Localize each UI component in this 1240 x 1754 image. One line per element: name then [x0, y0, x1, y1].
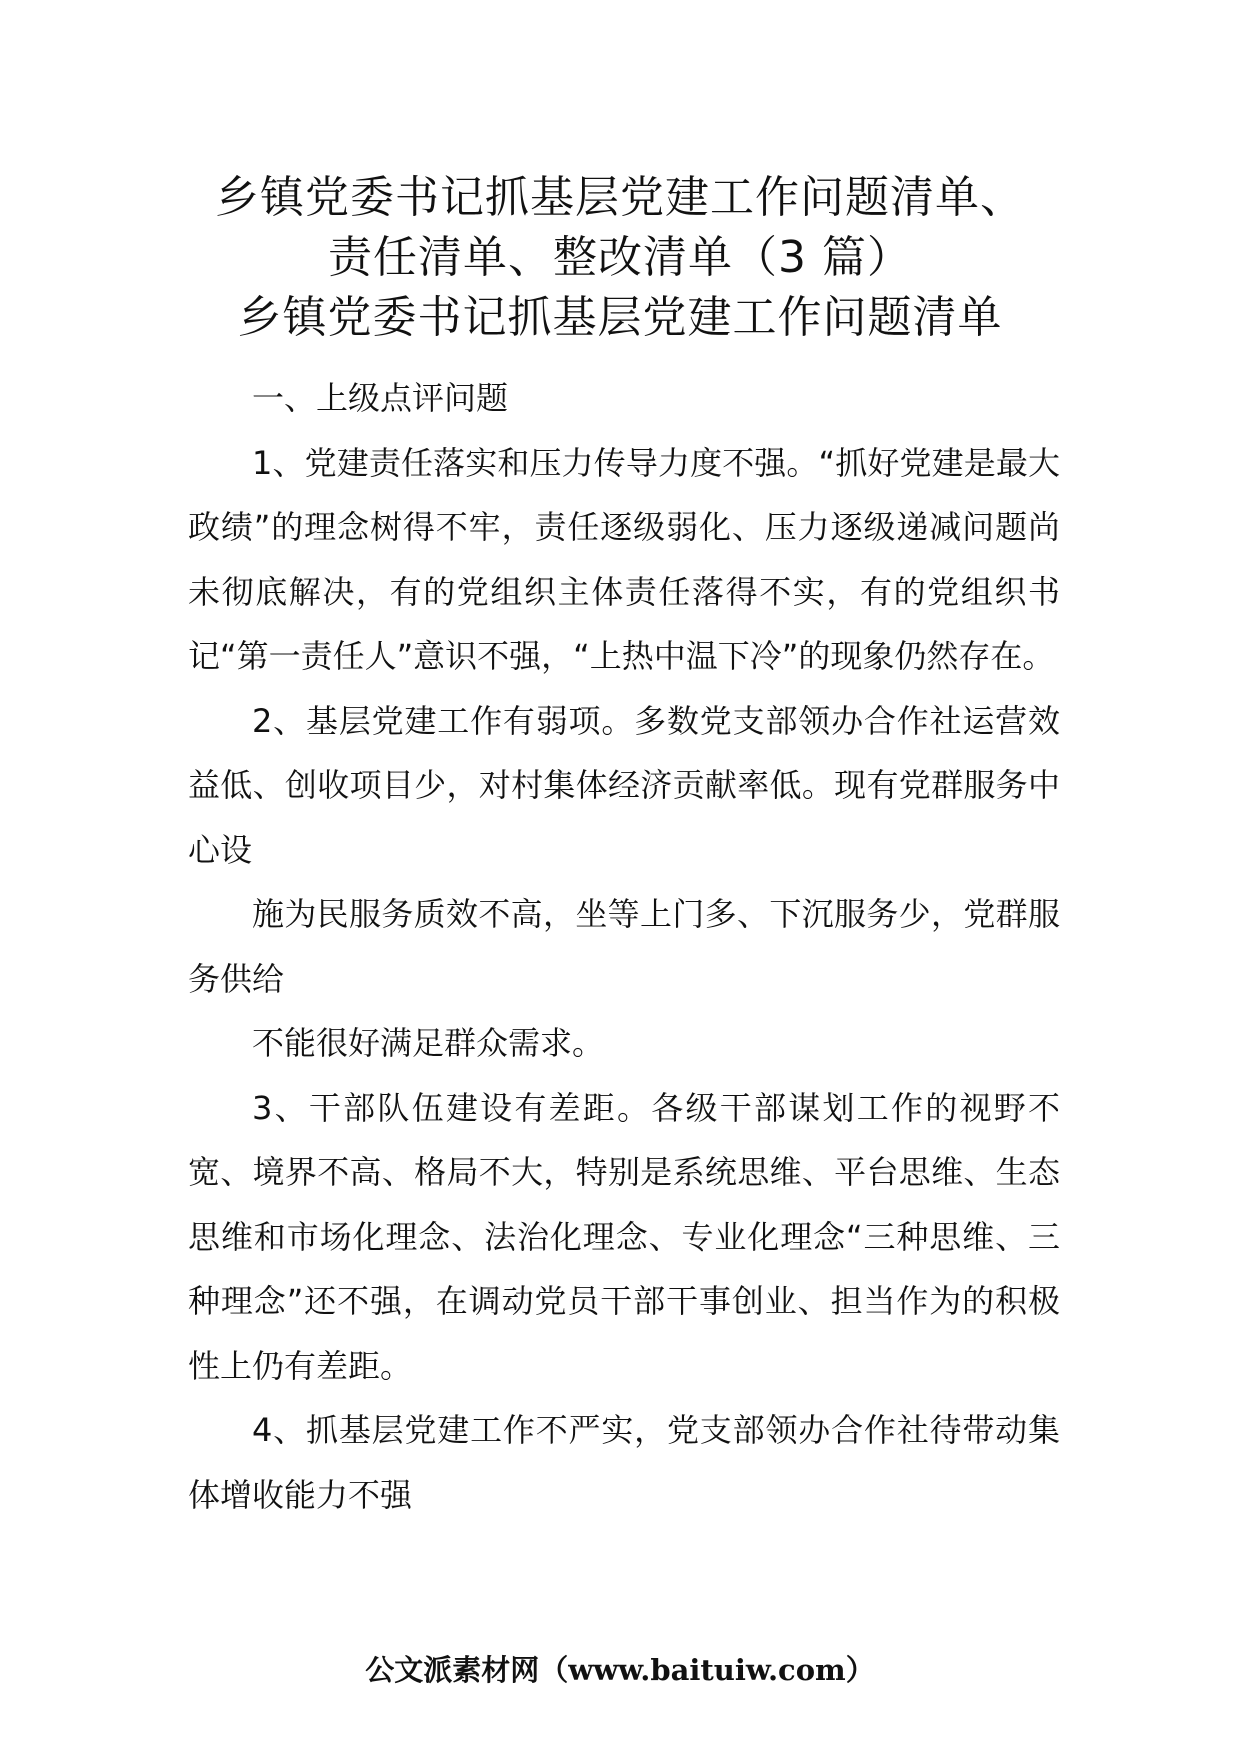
- source-footer: 公文派素材网（www.baituiw.com）: [365, 1653, 875, 1687]
- document-body: [188, 366, 1060, 1527]
- title-line-1: 乡镇党委书记抓基层党建工作问题清单、: [215, 172, 1025, 223]
- paragraph-4: 4、抓基层党建工作不严实，党支部领办合作社待带动集体增收能力不强: [188, 1411, 1060, 1514]
- paragraph-3: 3、干部队伍建设有差距。各级干部谋划工作的视野不宽、境界不高、格局不大，特别是系统思维、平台思维、生态思维和市场化理念、法治化理念、专业化理念“三种思维、三种理念”还不强，在调动党员干部干事创业、担当作为的积极性上仍有差距。: [188, 1088, 1060, 1385]
- paragraph-2-continued: 施为民服务质效不高，坐等上门多、下沉服务少，党群服务供给: [188, 895, 1060, 998]
- paragraph-2: 2、基层党建工作有弱项。多数党支部领办合作社运营效益低、创收项目少，对村集体经济贡献率低。现有党群服务中心设: [188, 701, 1060, 869]
- paragraph-1: 1、党建责任落实和压力传导力度不强。“抓好党建是最大政绩”的理念树得不牢，责任逐级弱化、压力逐级递减问题尚未彻底解决，有的党组织主体责任落得不实，有的党组织书记“第一责任人”意识不强，“上热中温下冷”的现象仍然存在。: [188, 443, 1060, 675]
- document-title: [140, 168, 1100, 348]
- title-line-2: 责任清单、整改清单（3 篇）: [328, 232, 912, 283]
- title-line-3: 乡镇党委书记抓基层党建工作问题清单: [237, 292, 1003, 343]
- paragraph-2-end: 不能很好满足群众需求。: [252, 1024, 605, 1062]
- section-heading: 一、上级点评问题: [252, 379, 509, 417]
